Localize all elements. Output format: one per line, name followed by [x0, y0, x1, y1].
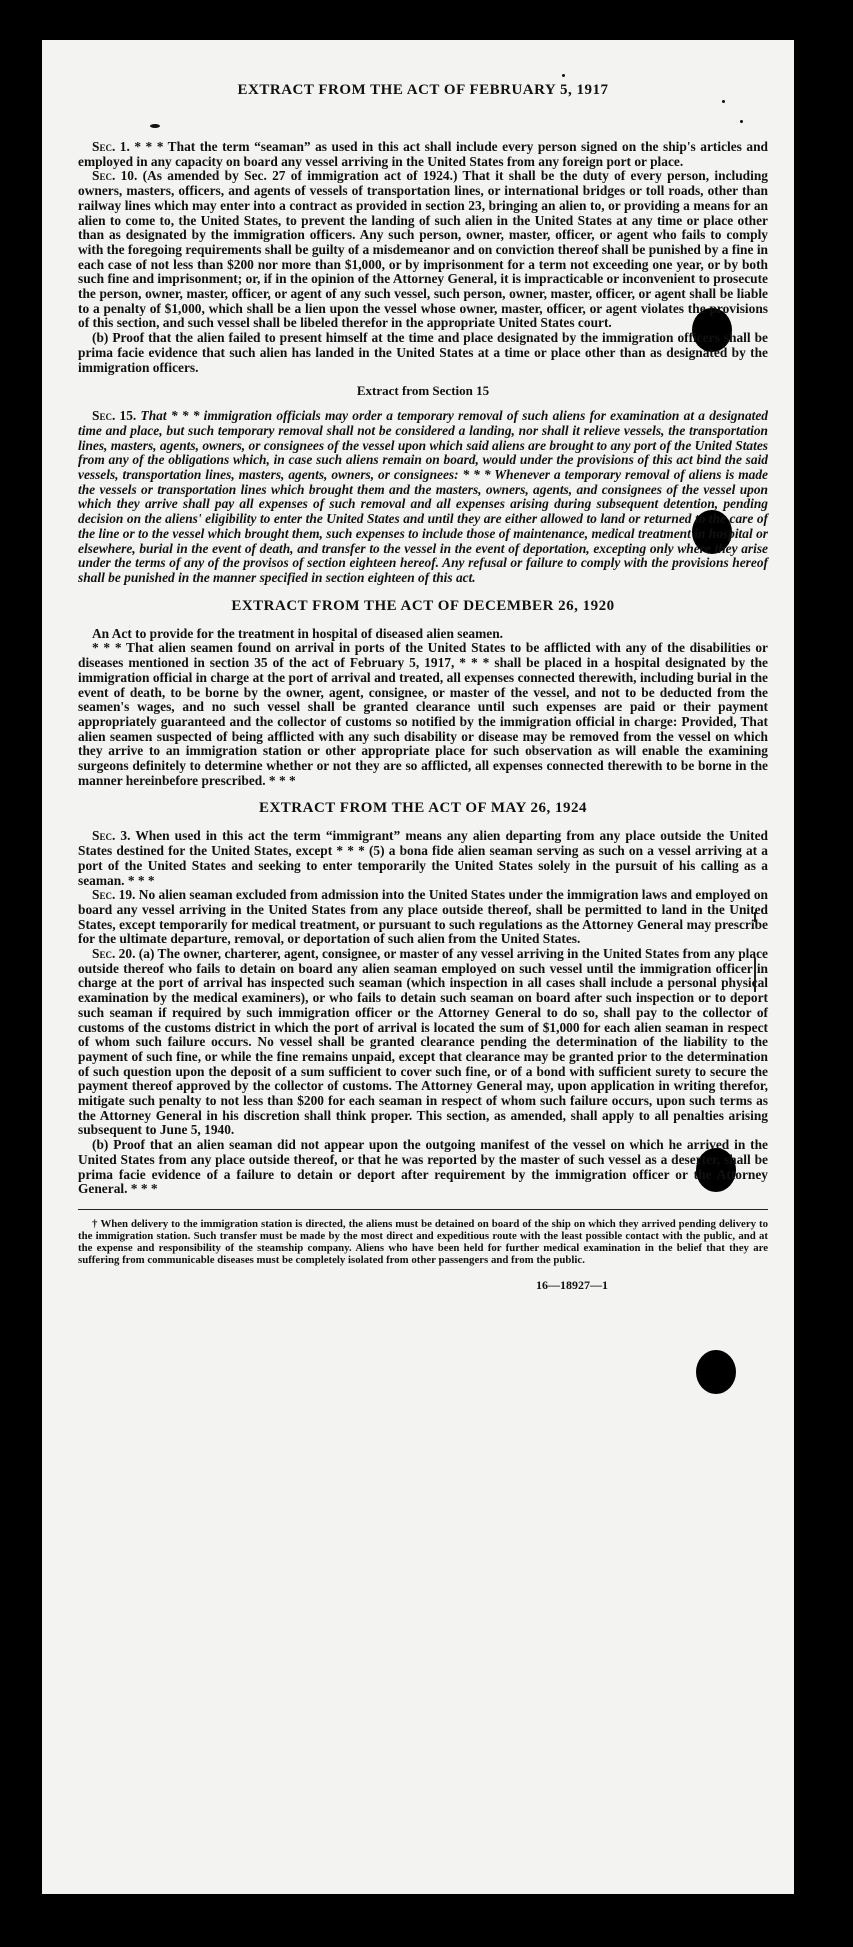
paragraph-text: No alien seaman excluded from admission into the United States under the immigration laws and employed on board any vessel arriving in the United States from any place outside thereof, shall be permitted to land in the United States, except temporarily for medical treatment, or pursuant to such regulations as the Attorney General may prescribe for the ultimate departure, removal, or deportation of such alien from the United States.: [78, 887, 768, 947]
scan-speck: [562, 74, 565, 77]
paragraph: [78, 169, 768, 331]
scan-speck: [740, 120, 743, 123]
paragraph: [78, 947, 768, 1138]
punch-hole: [696, 1350, 736, 1394]
paragraph: (b) Proof that an alien seaman did not appear upon the outgoing manifest of the vessel on which he arrived in the United States from any place outside thereof, or that he was reported by the master of such vessel as a deserter, shall be prima facie evidence of a failure to detain or deport after requirement by the immigration officer or the Attorney General. * * *: [78, 1137, 768, 1197]
footnote: † When delivery to the immigration station is directed, the aliens must be detained on board of the ship on which they arrived pending delivery to the immigration station. Such transfer must be made by the most direct and expeditious route with the least possible contact with the public, and at the expense and responsibility of the steamship company. Aliens who have been held for further medical examination in the belief that they are suffering from communicable diseases must be completely isolated from other passengers and from the public.: [78, 1218, 768, 1266]
section-number: Sec. 19.: [92, 887, 136, 903]
paragraph: [78, 888, 768, 947]
paragraph-text: * * * That the term “seaman” as used in this act shall include every person signed on the ship's articles and employed in any capacity on board any vessel arriving in the United States from any foreign port or place.: [78, 139, 768, 169]
paragraph-text: (a) The owner, charterer, agent, consignee, or master of any vessel arriving in the United States from any place outside thereof who fails to detain on board any alien seaman employed on such vessel until the immigration officer in charge at the port of arrival has inspected such seaman (which inspection in all cases shall include a personal physical examination by the medical examiners), or who fails to detain such seaman on board after such inspection or to deport such seaman if required by such immigration officer or the Attorney General to do so, shall pay to the collector of customs of the customs district in which the port of arrival is located the sum of $1,000 for each alien seaman in respect of whom such failure occurs. No vessel shall be granted clearance pending the determination of the liability to the payment of such fine, or while the fine remains unpaid, except that clearance may be granted prior to the determination of such question upon the deposit of a sum sufficient to cover such fine, or of a bond with sufficient surety to secure the payment thereof approved by the collector of customs. The Attorney General may, upon application in writing therefor, mitigate such penalty to not less than $200 for each seaman in respect of whom such failure occurs, upon such terms as the Attorney General in his discretion shall think proper. This section, as amended, shall apply to all penalties arising subsequent to June 5, 1940.: [78, 946, 768, 1138]
paragraph: [78, 140, 768, 169]
paragraph-text: When used in this act the term “immigrant” means any alien departing from any place outside the United States destined for the United States, except * * * (5) a bona fide alien seaman serving as such on a vessel arriving at a port of the United States and seeking to enter temporarily the United States solely in the pursuit of his calling as a seaman. * * *: [78, 828, 768, 888]
paragraph-text: (As amended by Sec. 27 of immigration act of 1924.) That it shall be the duty of every person, including owners, masters, officers, and agents of vessels of transportation lines, or international bridges or toll roads, other than railway lines which may enter into a contract as provided in section 23, bringing an alien to, or providing a means for an alien to come to, the United States, to prevent the landing of such alien in the United States at any time or place other than as designated by the immigration officers. Any such person, owner, master, officer, or agent who fails to comply with the foregoing requirements shall be guilty of a misdemeanor and on conviction thereof shall be punished by a fine in each case of not less than $200 nor more than $1,000, or by imprisonment for a term not exceeding one year, or by both such fine and imprisonment; or, if in the opinion of the Attorney General, it is impracticable or inconvenient to prosecute the person, owner, master, officer, or agent of any such vessel, such person, owner, master, officer, or agent shall be liable to a penalty of $1,000, which shall be a lien upon the vessel whose owner, master, officer, or agent violates the provisions of this section, and such vessel shall be libeled therefor in the appropriate United States court.: [78, 168, 768, 331]
paragraph: [78, 409, 768, 585]
scan-speck: [722, 100, 725, 103]
document-page: [42, 40, 794, 1894]
section-number: Sec. 20.: [92, 946, 136, 962]
paragraph: * * * That alien seamen found on arrival in ports of the United States to be afflicted with any of the disabilities or diseases mentioned in section 35 of the act of February 5, 1917, * * * shall be placed in a hospital designated by the immigration official in charge at the port of arrival and treated, all expenses connected therewith, including burial in the event of death, to be borne by the owner, agent, consignee, or master of the vessel, and not to be deducted from the seamen's wages, and no such vessel shall be granted clearance until such expenses are paid or their payment appropriately guaranteed and the collector of customs so notified by the immigration official in charge: Provided, That alien seamen suspected of being afflicted with any such disability or disease may be removed from the vessel on which they arrive to an immigration station or other appropriate place for such observation as will enable the examining surgeons definitely to determine whether or not they are so afflicted, all expenses connected therewith to be borne in the manner hereinbefore prescribed. * * *: [78, 640, 768, 788]
paragraph: [78, 829, 768, 888]
footnote-divider: [78, 1209, 768, 1210]
paragraph: (b) Proof that the alien failed to present himself at the time and place designated by the immigration officers shall be prima facie evidence that such alien has landed in the United States at a time or place other than as designated by the immigration officers.: [78, 330, 768, 375]
form-number: 16—18927—1: [536, 1278, 608, 1292]
section-number: Sec. 3.: [92, 828, 131, 844]
section-heading: EXTRACT FROM THE ACT OF DECEMBER 26, 1920: [231, 597, 615, 614]
section-number: Sec. 1.: [92, 139, 130, 154]
scan-speck: [150, 124, 160, 128]
section-number: Sec. 15.: [92, 408, 137, 424]
section-heading: EXTRACT FROM THE ACT OF FEBRUARY 5, 1917: [237, 82, 609, 98]
document-body: [78, 82, 768, 1293]
section-number: Sec. 10.: [92, 168, 138, 184]
paragraph-text: That * * * immigration officials may order a temporary removal of such aliens for examination at a designated time and place, but such temporary removal shall not be considered a landing, nor shall it relieve vessels, the transportation lines, masters, agents, owners, or consignees of the vessel upon which said aliens are brought to any port of the United States from any of the obligations which, in case such aliens remain on board, would under the provisions of this act bind the said vessels, transportation lines, masters, agents, owners, or consignees: * * * Whenever a temporary removal of aliens is made the vessels or transportation lines which brought them and the masters, owners, agents, and consignees of the vessel upon which they arrive shall pay all expenses of such removal and all expenses arising during subsequent detention, pending decision on the aliens' eligibility to enter the United States and until they are either allowed to land or returned to the care of the line or to the vessel which brought them, such expenses to include those of maintenance, medical treatment in hospital or elsewhere, burial in the event of death, and transfer to the vessel in the event of deportation, excepting only where they arise under the terms of any of the provisos of section eighteen hereof. Any refusal or failure to comply with the provisions hereof shall be punished in the manner specified in section eighteen of this act.: [78, 408, 768, 585]
paragraph: An Act to provide for the treatment in hospital of diseased alien seamen.: [92, 625, 504, 641]
subsection-heading: Extract from Section 15: [356, 383, 490, 399]
section-heading: EXTRACT FROM THE ACT OF MAY 26, 1924: [258, 800, 588, 817]
